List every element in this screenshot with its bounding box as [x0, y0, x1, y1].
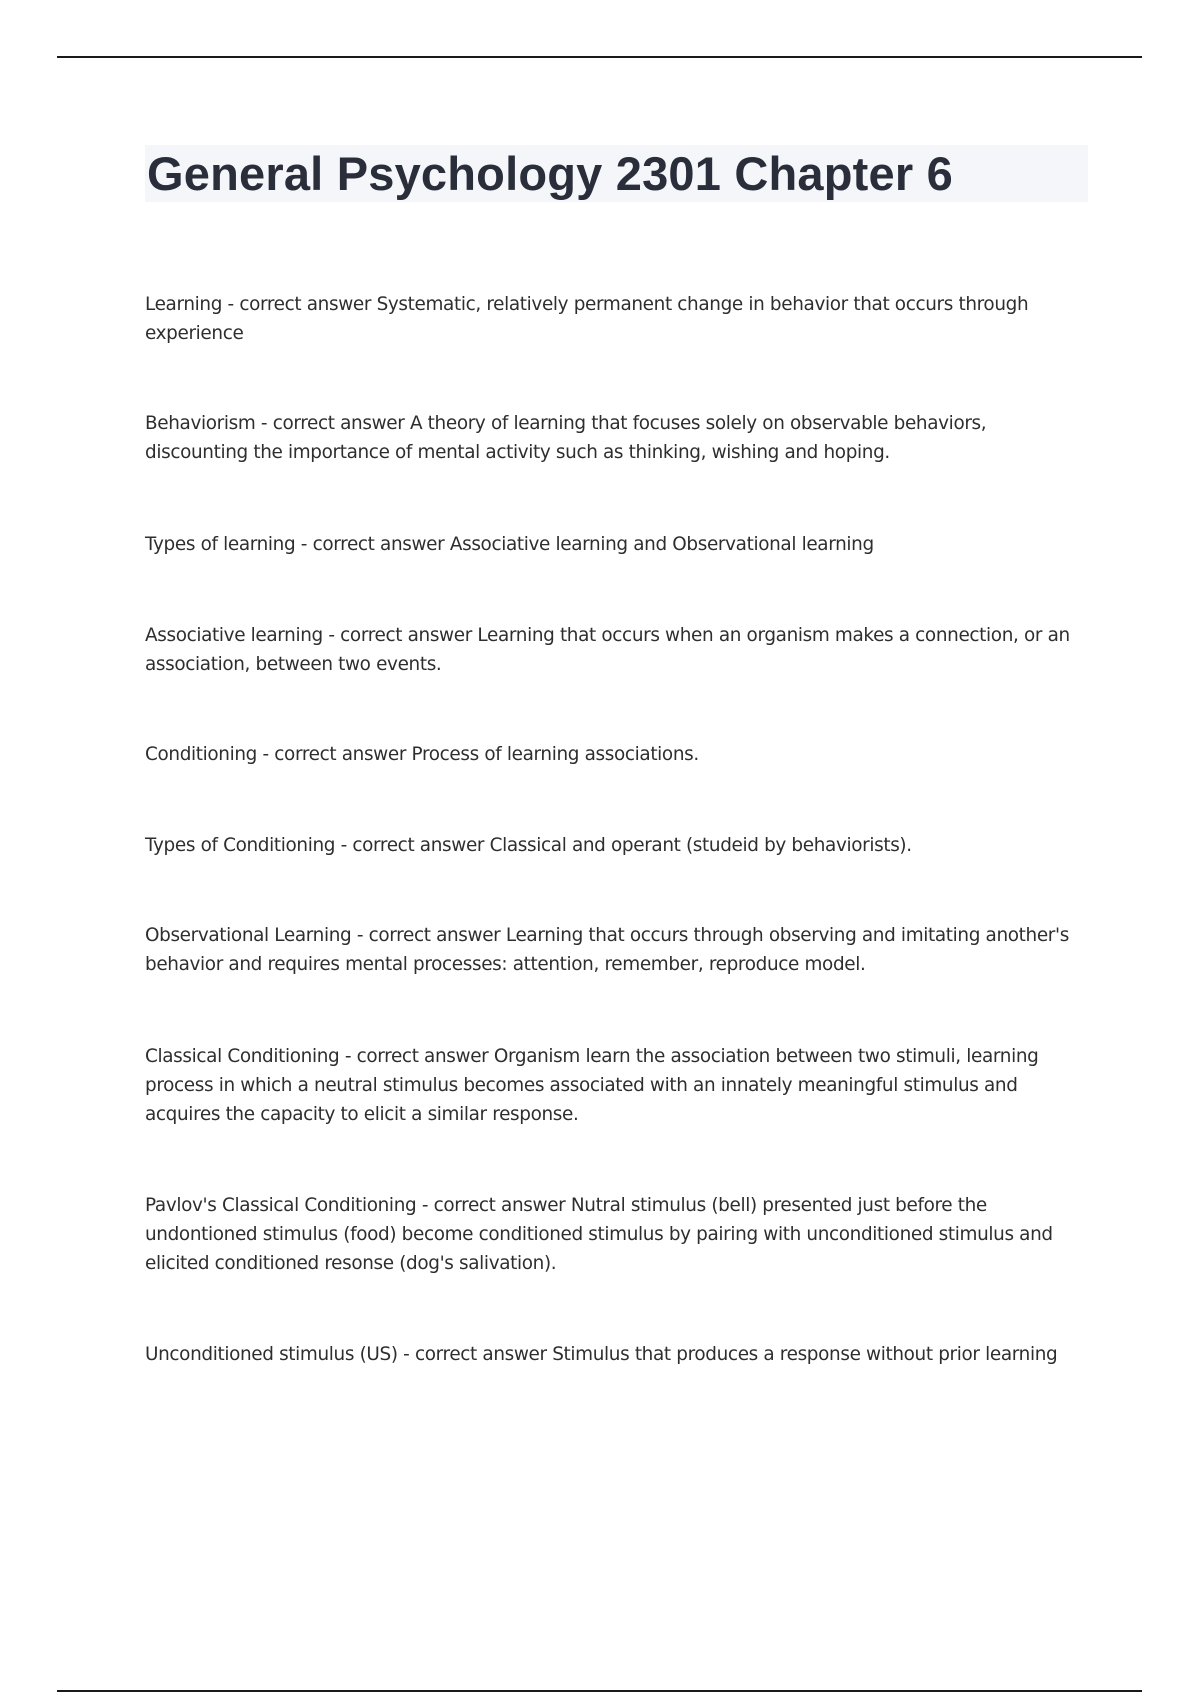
entry-associative-learning: Associative learning - correct answer Learning that occurs when an organism makes a connection, or an association, between two events.	[145, 625, 1070, 675]
entry-behaviorism: Behaviorism - correct answer A theory of learning that focuses solely on observable behaviors, discounting the importance of mental activity such as thinking, wishing and hoping.	[145, 413, 987, 463]
entry-pavlovs-classical-conditioning: Pavlov's Classical Conditioning - correct answer Nutral stimulus (bell) presented just before the undontioned stimulus (food) become conditioned stimulus by pairing with unconditioned stimulus and elicited conditioned resonse (dog's salivation).	[145, 1195, 1053, 1274]
entry-learning: Learning - correct answer Systematic, relatively permanent change in behavior that occurs through experience	[145, 294, 1029, 344]
entry-unconditioned-stimulus: Unconditioned stimulus (US) - correct answer Stimulus that produces a response without prior learning	[145, 1344, 1058, 1365]
entry-classical-conditioning: Classical Conditioning - correct answer Organism learn the association between two stimuli, learning process in which a neutral stimulus becomes associated with an innately meaningful stimulus and acquires the capacity to elicit a similar response.	[145, 1046, 1039, 1125]
bottom-rule	[57, 1690, 1142, 1692]
entry-conditioning: Conditioning - correct answer Process of learning associations.	[145, 744, 699, 765]
page-title: General Psychology 2301 Chapter 6	[147, 147, 953, 200]
entry-types-of-conditioning: Types of Conditioning - correct answer Classical and operant (studeid by behaviorists).	[145, 835, 912, 856]
entry-types-of-learning: Types of learning - correct answer Associative learning and Observational learning	[145, 534, 874, 555]
top-rule	[57, 56, 1142, 58]
entry-observational-learning: Observational Learning - correct answer Learning that occurs through observing and imitating another's behavior and requires mental processes: attention, remember, reproduce model.	[145, 925, 1069, 975]
